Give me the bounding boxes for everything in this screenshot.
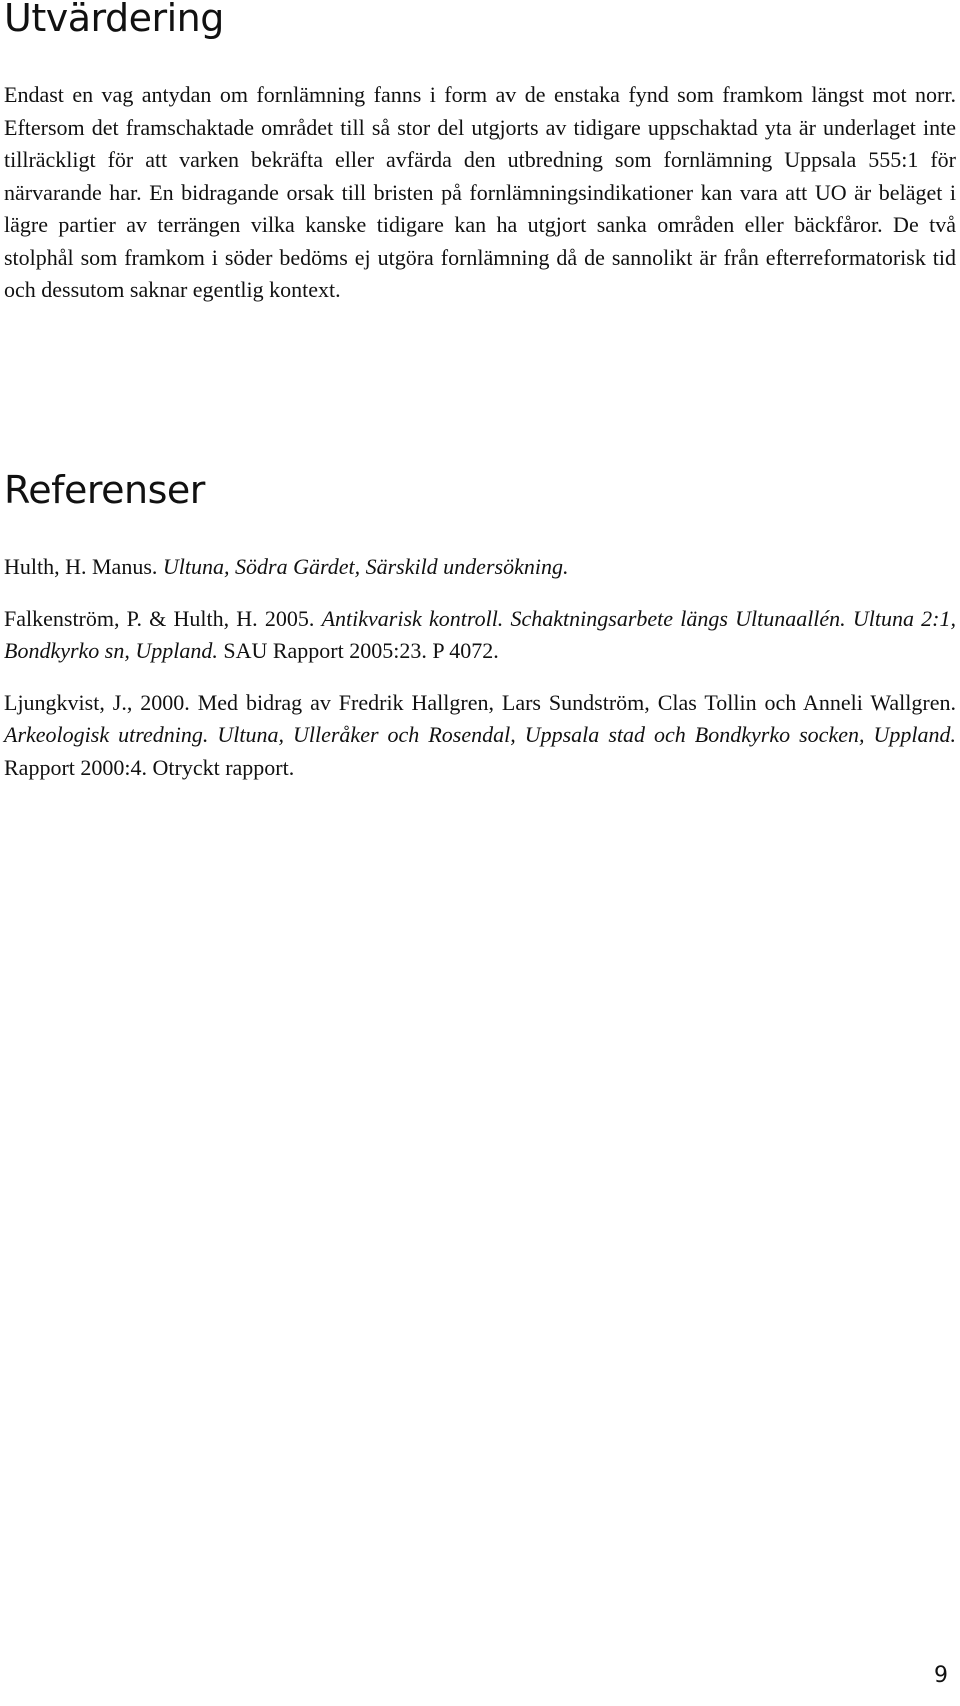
reference-title: Antikvarisk kontroll. Schaktningsarbete längs Ultunaallén. Ultuna 2:1, Bondkyrko sn, Uppland.: [4, 605, 957, 663]
reference-author: Ljungkvist, J., 2000. Med bidrag av Fredrik Hallgren, Lars Sundström, Clas Tollin och Anneli Wallgren.: [4, 689, 956, 715]
references-heading: Referenser: [4, 468, 205, 512]
reference-item: [4, 687, 956, 785]
reference-title: Ultuna, Södra Gärdet, Särskild undersökning.: [162, 554, 569, 579]
reference-list: [4, 551, 956, 803]
reference-tail: SAU Rapport 2005:23. P 4072.: [223, 638, 499, 663]
reference-author: Falkenström, P. & Hulth, H. 2005.: [4, 605, 315, 631]
reference-author: Hulth, H. Manus.: [4, 554, 158, 579]
evaluation-heading: Utvärdering: [4, 0, 224, 40]
page-number: 9: [934, 1663, 948, 1688]
evaluation-paragraph: Endast en vag antydan om fornlämning fanns i form av de enstaka fynd som framkom längst mot norr. Eftersom det framschaktade området till så stor del utgjorts av tidigare uppschaktad yta är underlaget inte tillräckligt för att varken bekräfta eller avfärda den utbredning som fornlämning Uppsala 555:1 för närvarande har. En bidragande orsak till bristen på fornlämningsindikationer kan vara att UO är beläget i lägre partier av terrängen vilka kanske tidigare kan ha utgjort sanka områden eller bäckfåror. De två stolphål som framkom i söder bedöms ej utgöra fornlämning då de sannolikt är från efterreformatorisk tid och dessutom saknar egentlig kontext.: [4, 82, 956, 302]
reference-title: Arkeologisk utredning. Ultuna, Ulleråker och Rosendal, Uppsala stad och Bondkyrko socken, Uppland.: [4, 722, 956, 747]
reference-item: [4, 603, 956, 668]
reference-item: [4, 551, 956, 584]
reference-tail: Rapport 2000:4. Otryckt rapport.: [4, 754, 295, 780]
